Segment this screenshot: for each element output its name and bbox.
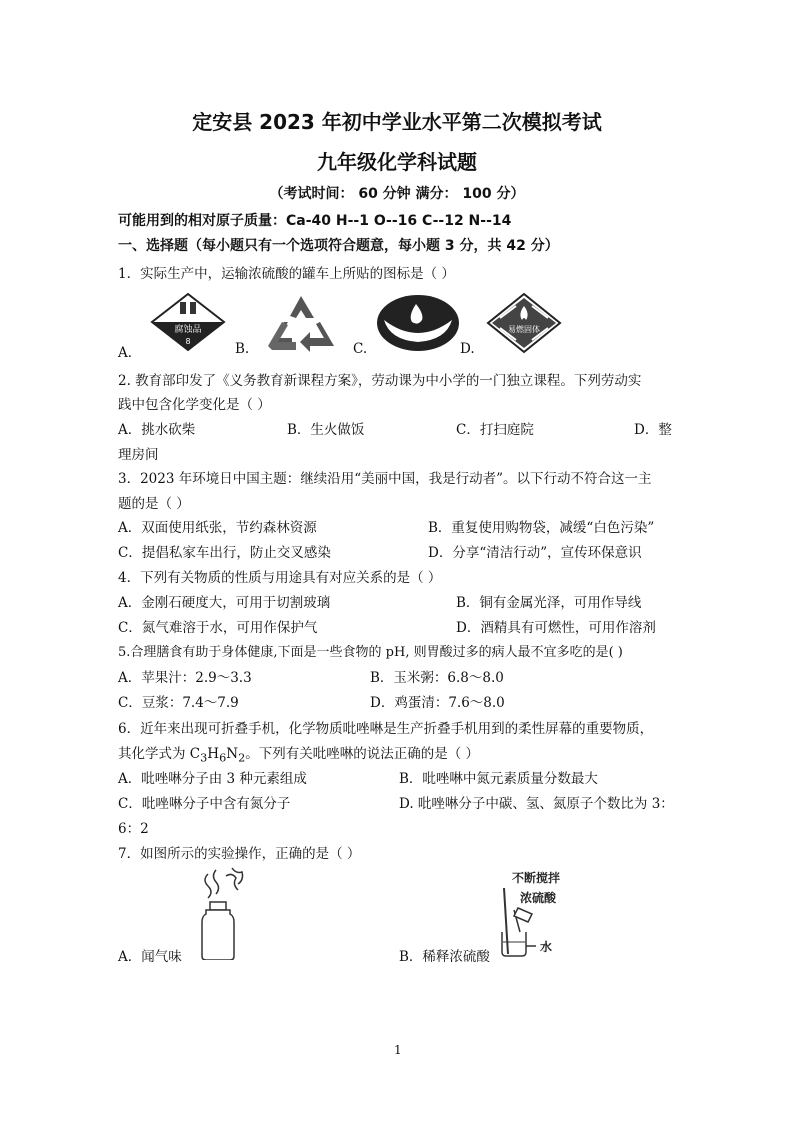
q6-formula-prefix: 其化学式为 C (118, 746, 201, 762)
q6-stem-line2 (118, 742, 479, 765)
q2-stem-line1: 2. 教育部印发了《义务教育新课程方案》，劳动课为中小学的一门独立课程。下列劳动实 (118, 373, 642, 389)
q2-option-d: D．整 (634, 422, 672, 438)
q6-stem-suffix: 。下列有关吡唑啉的说法正确的是（ ） (245, 746, 480, 762)
dilute-acid-figure-icon (492, 870, 574, 962)
exam-title: 定安县 2023 年初中学业水平第二次模拟考试 (192, 110, 602, 134)
q6-stem-line1: 6．近年来出现可折叠手机，化学物质吡唑啉是生产折叠手机用到的柔性屏幕的重要物质， (118, 721, 654, 737)
corrosive-label: 腐蚀品 (174, 325, 202, 335)
water-drop-sign-icon (376, 294, 460, 352)
corrosive-sign-icon (150, 292, 226, 352)
q7-option-a: A．闻气味 (118, 949, 182, 965)
q1-option-c: C. (353, 341, 368, 357)
q6-option-d-cont: 6：2 (118, 821, 149, 837)
flammable-solid-sign-icon (486, 292, 562, 354)
q7-figure-label-water: 水 (539, 940, 553, 954)
q7-figure-label-stir: 不断搅拌 (511, 871, 561, 885)
q6-option-a: A．吡唑啉分子由 3 种元素组成 (118, 771, 307, 787)
corrosive-class-number: 8 (185, 337, 191, 346)
q6-formula-h: H (207, 746, 220, 762)
q1-option-a: A． (118, 345, 142, 361)
q7-stem: 7．如图所示的实验操作，正确的是（ ） (118, 846, 361, 862)
q3-stem-line1: 3．2023 年环境日中国主题：继续沿用“美丽中国，我是行动者”。以下行动不符合这一主 (118, 471, 652, 487)
q3-option-a: A．双面使用纸张，节约森林资源 (118, 520, 317, 536)
recycle-icon (262, 292, 340, 354)
q4-option-d: D．酒精具有可燃性，可用作溶剂 (456, 620, 656, 636)
q6-option-c: C．吡唑啉分子中含有氮分子 (118, 796, 291, 812)
q3-option-b: B．重复使用购物袋，减缓“白色污染” (428, 520, 655, 536)
q7-figure-label-acid: 浓硫酸 (519, 891, 557, 905)
q1-option-d: D. (460, 341, 475, 357)
q5-option-c: C．豆浆：7.4～7.9 (118, 695, 239, 711)
q5-option-a: A．苹果汁：2.9～3.3 (118, 670, 252, 686)
q1-stem: 1．实际生产中，运输浓硫酸的罐车上所贴的图标是（ ） (118, 266, 455, 282)
q3-option-c: C．提倡私家车出行，防止交叉感染 (118, 545, 331, 561)
q6-formula-sub-h: 6 (219, 751, 227, 765)
q4-option-c: C．氮气难溶于水，可用作保护气 (118, 620, 318, 636)
q2-option-d-cont: 理房间 (118, 447, 159, 463)
q3-option-d: D．分享“清洁行动”，宣传环保意识 (428, 545, 642, 561)
q4-stem: 4．下列有关物质的性质与用途具有对应关系的是（ ） (118, 570, 442, 586)
q3-stem-line2: 题的是（ ） (118, 496, 190, 512)
q6-formula-sub-c: 3 (200, 751, 208, 765)
q6-option-d: D. 吡唑啉分子中碳、氢、氮原子个数比为 3： (399, 796, 674, 812)
smell-gas-figure-icon (196, 866, 252, 960)
atomic-masses: 可能用到的相对原子质量：Ca-40 H--1 O--16 C--12 N--14 (118, 213, 512, 229)
q6-formula-n: N (226, 746, 239, 762)
q5-option-b: B．玉米粥：6.8～8.0 (370, 670, 504, 686)
exam-info: （考试时间： 60 分钟 满分： 100 分） (269, 186, 525, 202)
q5-option-d: D．鸡蛋清：7.6～8.0 (370, 695, 505, 711)
q4-option-b: B．铜有金属光泽，可用作导线 (456, 595, 642, 611)
q2-option-b: B．生火做饭 (287, 422, 365, 438)
exam-subtitle: 九年级化学科试题 (317, 150, 477, 174)
q4-option-a: A．金刚石硬度大，可用于切割玻璃 (118, 595, 331, 611)
flammable-solid-label: 易燃固体 (508, 325, 540, 334)
q6-formula-sub-n: 2 (238, 751, 246, 765)
q2-option-c: C．打扫庭院 (456, 422, 534, 438)
section-heading: 一、选择题（每小题只有一个选项符合题意，每小题 3 分，共 42 分） (118, 238, 559, 254)
q2-option-a: A．挑水砍柴 (118, 422, 196, 438)
q6-option-b: B．吡唑啉中氮元素质量分数最大 (399, 771, 598, 787)
q7-option-b: B．稀释浓硫酸 (399, 949, 490, 965)
q2-stem-line2: 践中包含化学变化是（ ） (118, 397, 271, 413)
q1-option-b: B. (235, 341, 250, 357)
q5-stem: 5.合理膳食有助于身体健康,下面是一些食物的 pH, 则胃酸过多的病人最不宜多吃的是( ) (118, 645, 623, 660)
page-number: 1 (394, 1043, 402, 1057)
